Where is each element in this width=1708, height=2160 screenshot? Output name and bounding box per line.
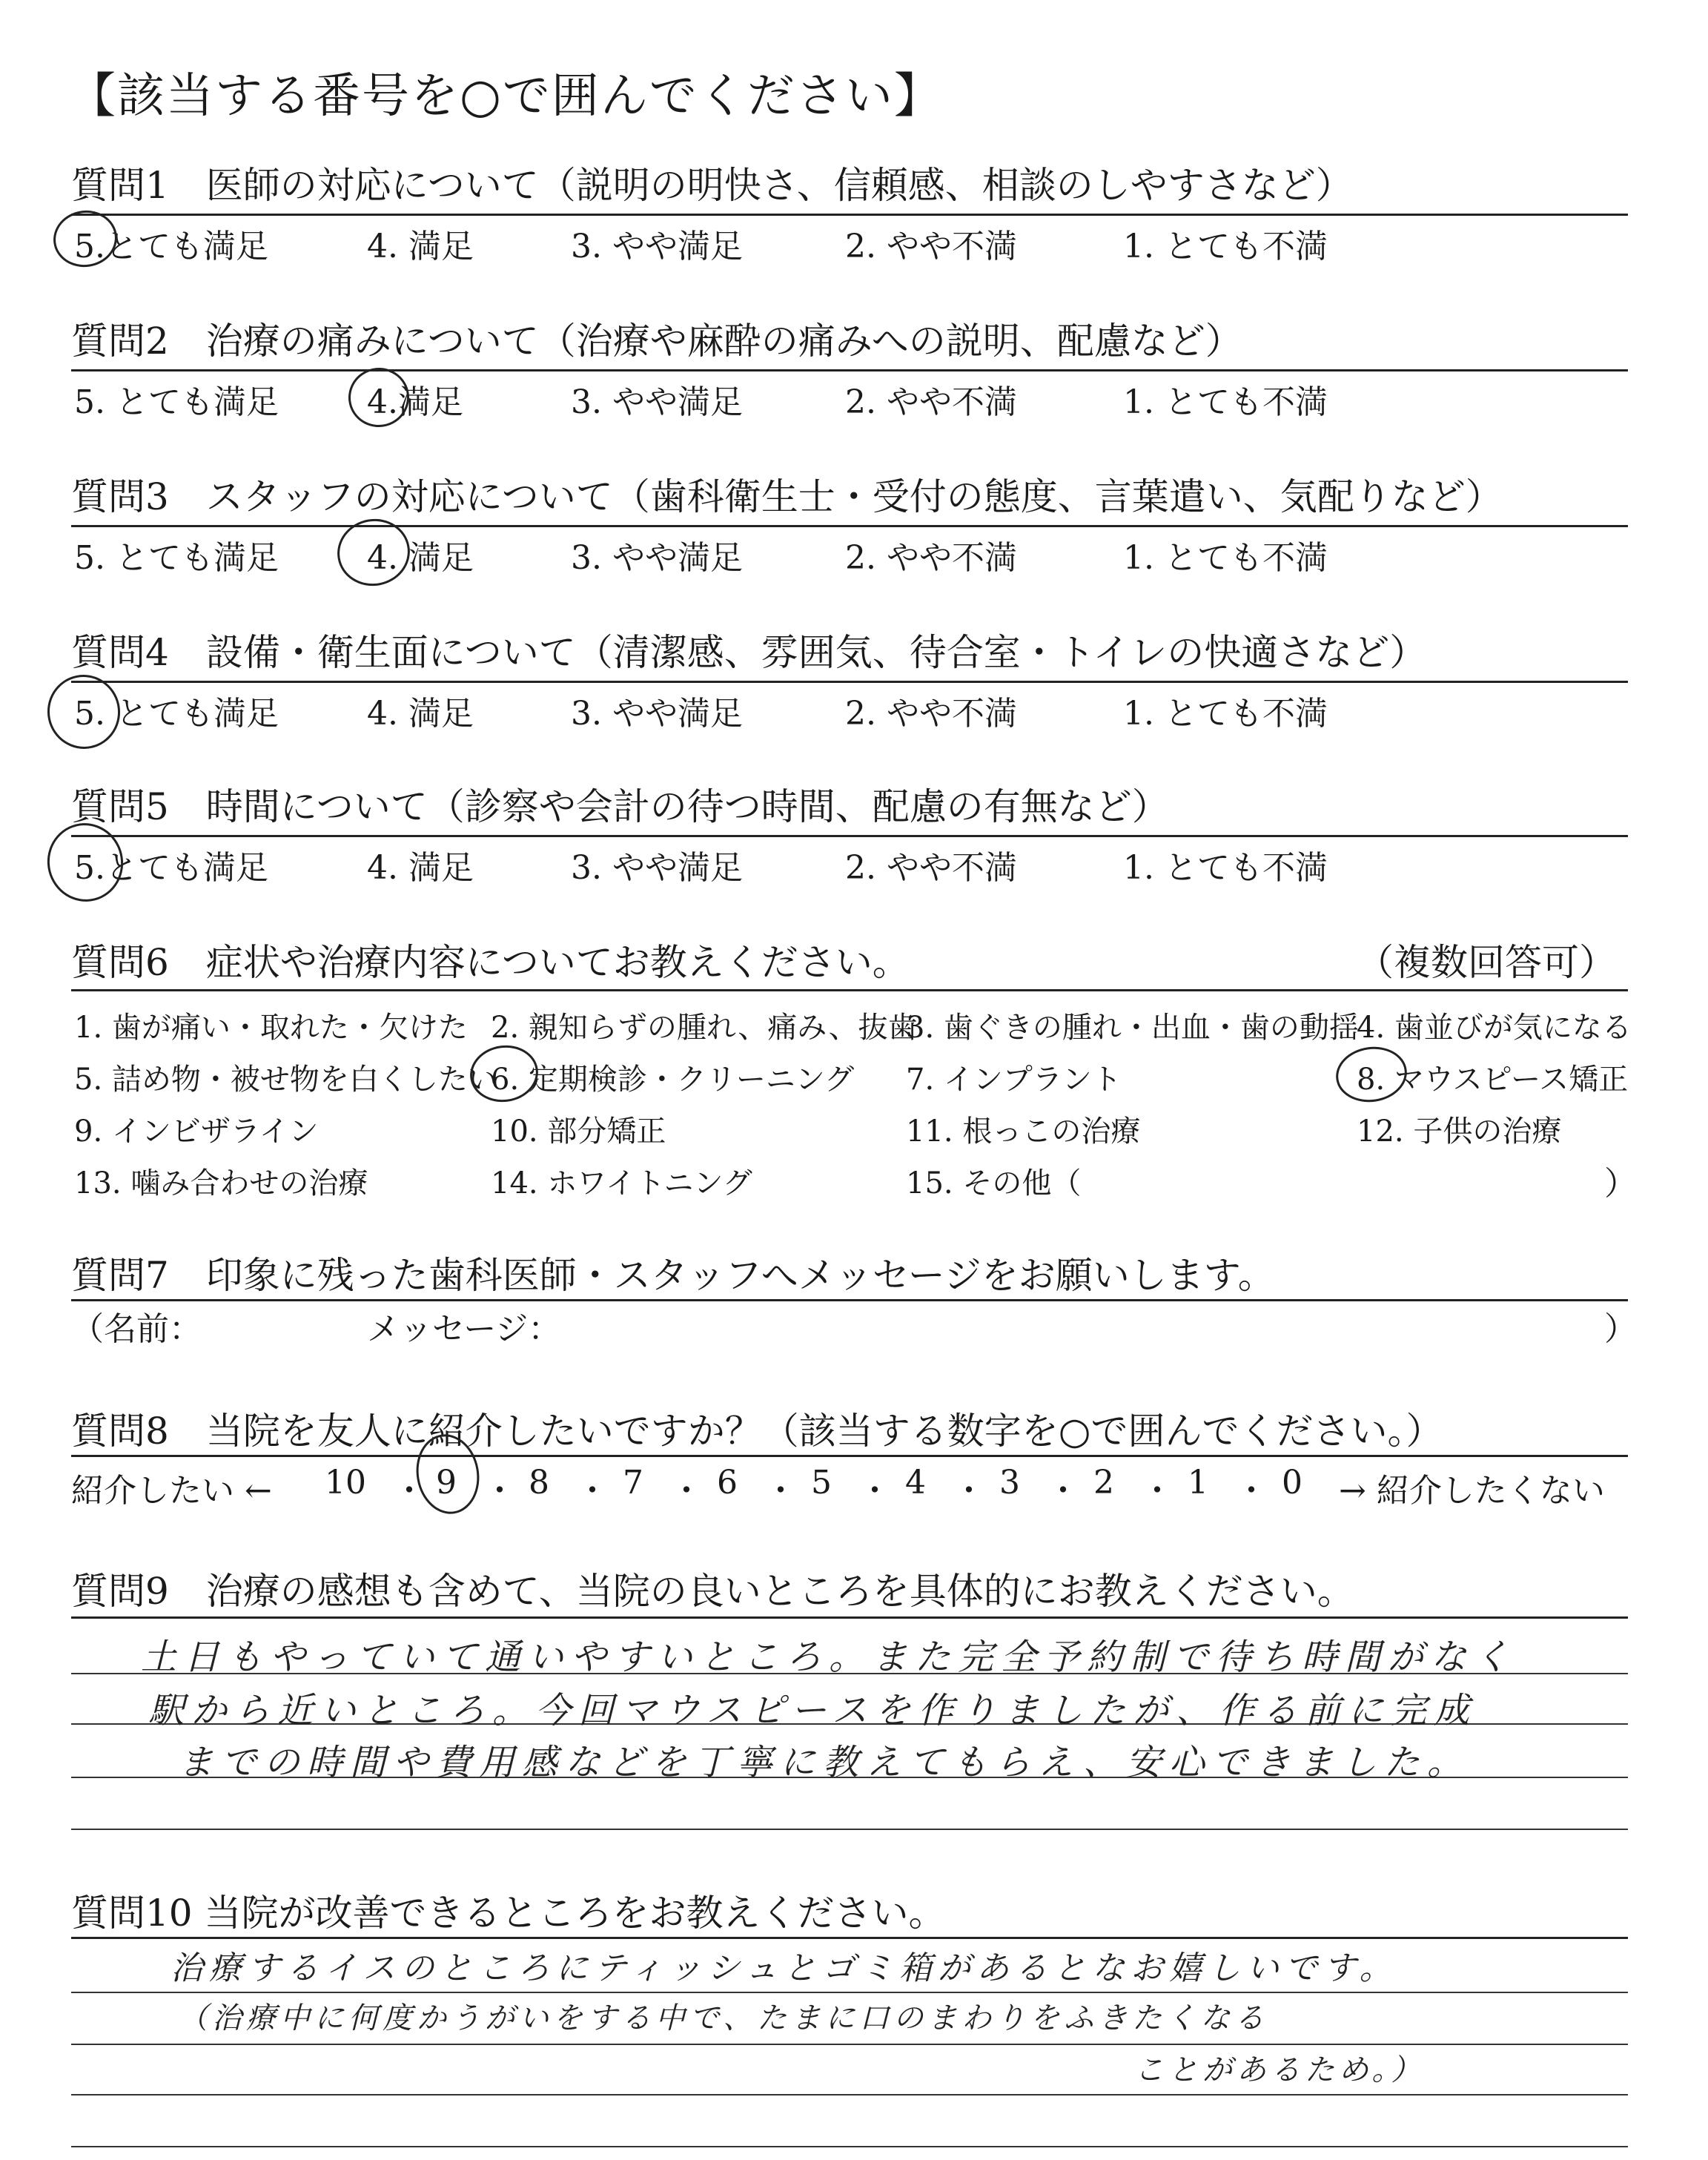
q6-option-2[interactable]: 2. 親知らずの腫れ、痛み、抜歯 [491, 1011, 918, 1045]
q5-rule [71, 835, 1628, 837]
q8-score-0[interactable]: 0 [1282, 1464, 1302, 1502]
q6-multiple-note: （複数回答可） [1357, 941, 1616, 984]
form-header: 【該当する番号を○で囲んでください】 [68, 69, 943, 124]
q9-answer-line-2: 駅から近いところ。今回マウスピースを作りましたが、作る前に完成 [148, 1690, 1477, 1731]
q9-title: 質問9 治療の感想も含めて、当院の良いところを具体的にお教えください。 [71, 1570, 1354, 1613]
q10-rule-4 [71, 2094, 1628, 2095]
q6-title: 質問6 症状や治療内容についてお教えください。 [71, 941, 910, 984]
q8-score-4[interactable]: 4 [905, 1464, 926, 1502]
q2-rule [71, 369, 1628, 371]
q3-option-5[interactable]: 5. とても満足 [74, 539, 279, 577]
q8-score-3[interactable]: 3 [999, 1464, 1020, 1502]
q3-option-1[interactable]: 1. とても不満 [1123, 539, 1328, 577]
q8-separator: ・ [1047, 1472, 1079, 1510]
q10-rule-5 [71, 2146, 1628, 2147]
q9-answer-line-3: までの時間や費用感などを丁寧に教えてもらえ、安心できました。 [178, 1742, 1470, 1783]
q8-score-7[interactable]: 7 [623, 1464, 643, 1502]
q2-title: 質問2 治療の痛みについて（治療や麻酔の痛みへの説明、配慮など） [71, 320, 1242, 363]
q10-title: 質問10 当院が改善できるところをお教えください。 [71, 1892, 946, 1935]
q6-option-10[interactable]: 10. 部分矯正 [491, 1114, 666, 1149]
q8-score-10[interactable]: 10 [325, 1464, 366, 1502]
q8-separator: ・ [953, 1472, 985, 1510]
q8-separator: ・ [670, 1472, 703, 1510]
q8-score-5[interactable]: 5 [811, 1464, 832, 1502]
q6-option-3[interactable]: 3. 歯ぐきの腫れ・出血・歯の動揺 [906, 1011, 1359, 1045]
q5-option-3[interactable]: 3. やや満足 [571, 849, 743, 887]
q1-title: 質問1 医師の対応について（説明の明快さ、信頼感、相談のしやすさなど） [71, 164, 1353, 207]
q7-title: 質問7 印象に残った歯科医師・スタッフへメッセージをお願いします。 [71, 1254, 1275, 1297]
q9-rule-1 [71, 1616, 1628, 1619]
q8-score-2[interactable]: 2 [1093, 1464, 1114, 1502]
q6-option-12[interactable]: 12. 子供の治療 [1357, 1114, 1562, 1149]
q1-option-3[interactable]: 3. やや満足 [571, 228, 743, 265]
q8-separator: ・ [576, 1472, 609, 1510]
q4-option-1[interactable]: 1. とても不満 [1123, 695, 1328, 733]
q10-rule-3 [71, 2044, 1628, 2045]
q10-rule-2 [71, 1992, 1628, 1993]
q8-separator: ・ [393, 1472, 426, 1510]
q8-score-9[interactable]: 9 [436, 1464, 457, 1502]
q3-option-4[interactable]: 4. 満足 [367, 539, 474, 577]
q4-title: 質問4 設備・衛生面について（清潔感、雰囲気、待合室・トイレの快適さなど） [71, 631, 1427, 674]
q8-separator: ・ [1235, 1472, 1268, 1510]
q8-rule [71, 1455, 1628, 1457]
q1-option-5[interactable]: 5.とても満足 [74, 228, 268, 265]
q2-option-1[interactable]: 1. とても不満 [1123, 383, 1328, 421]
q8-score-6[interactable]: 6 [717, 1464, 738, 1502]
q1-option-1[interactable]: 1. とても不満 [1123, 228, 1328, 265]
q8-separator: ・ [483, 1472, 516, 1510]
q1-option-4[interactable]: 4. 満足 [367, 228, 474, 265]
q6-option-7[interactable]: 7. インプラント [906, 1063, 1122, 1097]
q7-rule [71, 1299, 1628, 1301]
q3-option-3[interactable]: 3. やや満足 [571, 539, 743, 577]
q5-option-1[interactable]: 1. とても不満 [1123, 849, 1328, 887]
q9-answer-line-1: 土日もやっていて通いやすいところ。また完全予約制で待ち時間がなく [141, 1636, 1517, 1678]
q10-answer-line-3: ことがあるため。） [1134, 2053, 1426, 2087]
q3-option-2[interactable]: 2. やや不満 [845, 539, 1017, 577]
q8-title: 質問8 当院を友人に紹介したいですか？（該当する数字を○で囲んでください。） [71, 1410, 1443, 1453]
q5-title: 質問5 時間について（診察や会計の待つ時間、配慮の有無など） [71, 785, 1169, 828]
q6-option-6[interactable]: 6. 定期検診・クリーニング [491, 1063, 855, 1097]
q4-option-4[interactable]: 4. 満足 [367, 695, 474, 733]
q8-score-1[interactable]: 1 [1188, 1464, 1208, 1502]
q2-option-3[interactable]: 3. やや満足 [571, 383, 743, 421]
q6-rule [71, 989, 1628, 991]
q1-option-2[interactable]: 2. やや不満 [845, 228, 1017, 265]
q5-option-5[interactable]: 5.とても満足 [74, 849, 268, 887]
q5-option-4[interactable]: 4. 満足 [367, 849, 474, 887]
q6-option-15[interactable]: 15. その他（ [906, 1166, 1082, 1200]
q8-separator: ・ [1141, 1472, 1174, 1510]
q8-separator: ・ [858, 1472, 891, 1510]
q2-option-4[interactable]: 4.満足 [367, 383, 463, 421]
q10-answer-line-2: （治療中に何度かうがいをする中で、たまに口のまわりをふきたくなる [178, 2001, 1269, 2035]
q6-option-11[interactable]: 11. 根っこの治療 [906, 1114, 1141, 1149]
q4-option-2[interactable]: 2. やや不満 [845, 695, 1017, 733]
q8-score-8[interactable]: 8 [529, 1464, 549, 1502]
q3-rule [71, 525, 1628, 527]
q6-option-4[interactable]: 4. 歯並びが気になる [1357, 1011, 1632, 1045]
q6-option-5[interactable]: 5. 詰め物・被せ物を白くしたい [74, 1063, 497, 1097]
q8-separator: ・ [764, 1472, 797, 1510]
q6-option-13[interactable]: 13. 噛み合わせの治療 [74, 1166, 368, 1200]
q1-rule [71, 214, 1628, 216]
q4-rule [71, 681, 1628, 683]
q6-option-9[interactable]: 9. インビザライン [74, 1114, 319, 1149]
q3-title: 質問3 スタッフの対応について（歯科衛生士・受付の態度、言葉遣い、気配りなど） [71, 475, 1503, 518]
q7-message-label: メッセージ： [367, 1310, 561, 1348]
q5-option-2[interactable]: 2. やや不満 [845, 849, 1017, 887]
q8-left-label: 紹介したい ← [71, 1472, 272, 1510]
q2-option-5[interactable]: 5. とても満足 [74, 383, 279, 421]
q9-rule-5 [71, 1829, 1628, 1830]
q6-option-14[interactable]: 14. ホワイトニング [491, 1166, 752, 1200]
q10-answer-line-1: 治療するイスのところにティッシュとゴミ箱があるとなお嬉しいです。 [171, 1949, 1398, 1987]
q6-option-8[interactable]: 8. マウスピース矯正 [1357, 1063, 1629, 1097]
q8-right-label: → 紹介したくない [1339, 1472, 1605, 1510]
q10-rule-1 [71, 1937, 1628, 1939]
q4-option-3[interactable]: 3. やや満足 [571, 695, 743, 733]
q6-option-1[interactable]: 1. 歯が痛い・取れた・欠けた [74, 1011, 468, 1045]
q4-option-5[interactable]: 5. とても満足 [74, 695, 279, 733]
q7-close-paren: ） [1604, 1310, 1637, 1348]
q7-name-label: （名前： [71, 1310, 202, 1348]
q6-other-close-paren: ） [1604, 1165, 1637, 1203]
q2-option-2[interactable]: 2. やや不満 [845, 383, 1017, 421]
